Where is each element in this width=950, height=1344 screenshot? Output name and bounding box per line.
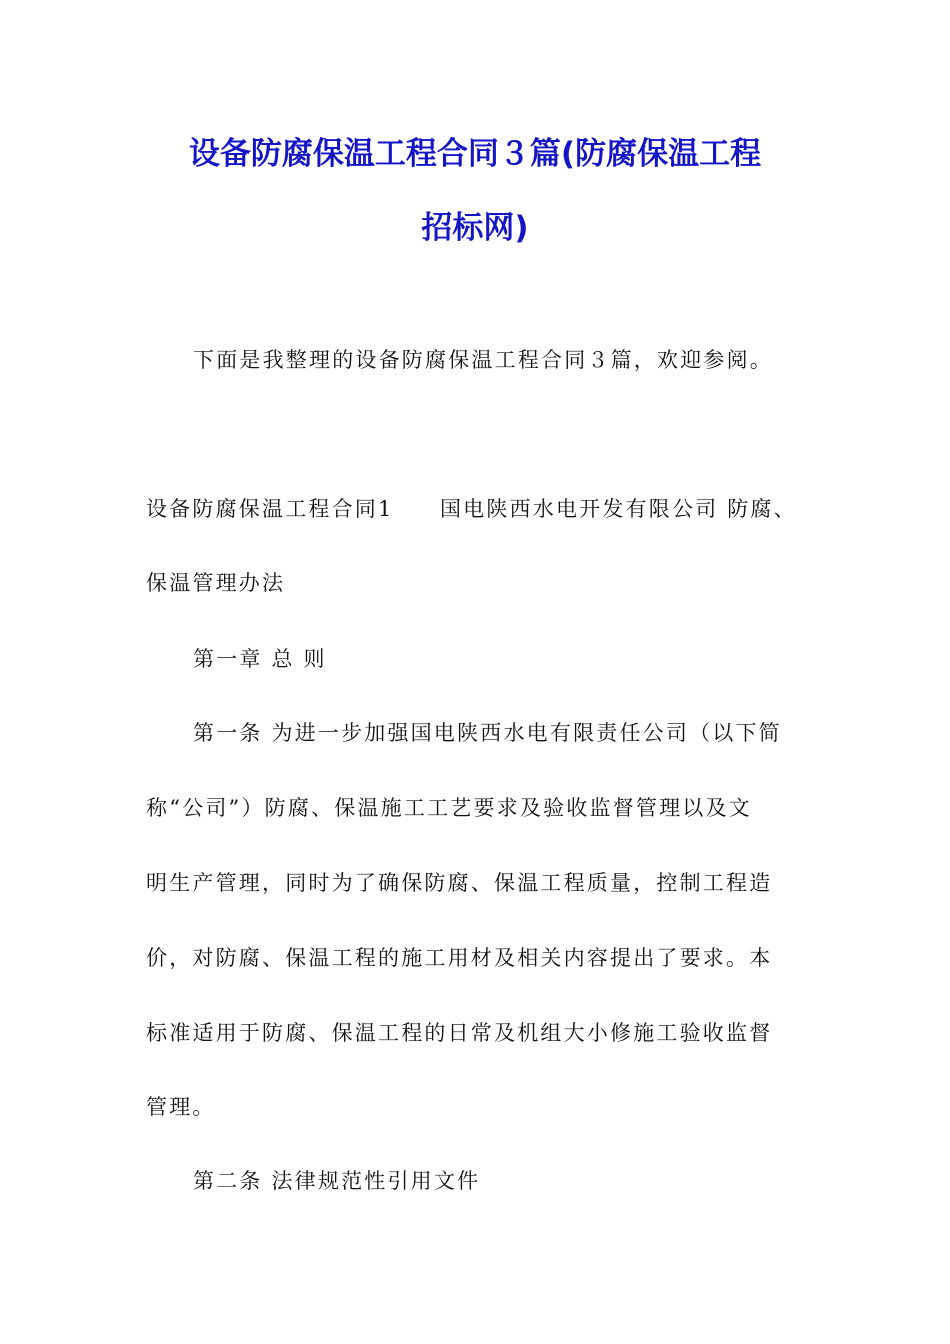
article-2-heading: 第二条 法律规范性引用文件 xyxy=(193,1169,481,1193)
intro-paragraph: 下面是我整理的设备防腐保温工程合同３篇，欢迎参阅。 xyxy=(193,348,773,372)
article-1-line-5: 标准适用于防腐、保温工程的日常及机组大小修施工验收监督 xyxy=(146,1021,773,1045)
document-title-line-2: 招标网) xyxy=(421,210,529,246)
article-1-line-3: 明生产管理，同时为了确保防腐、保温工程质量，控制工程造 xyxy=(146,871,773,895)
document-title-line-1: 设备防腐保温工程合同３篇(防腐保温工程 xyxy=(188,136,762,172)
article-1-line-2: 称“公司”）防腐、保温施工工艺要求及验收监督管理以及文 xyxy=(146,796,752,820)
article-1-line-1: 第一条 为进一步加强国电陕西水电有限责任公司（以下简 xyxy=(193,721,782,745)
article-1-line-6: 管理。 xyxy=(146,1095,216,1119)
section-heading-line-1: 设备防腐保温工程合同1 国电陕西水电开发有限公司 防腐、 xyxy=(146,497,797,521)
article-1-line-4: 价，对防腐、保温工程的施工用材及相关内容提出了要求。本 xyxy=(146,946,773,970)
chapter-heading: 第一章 总 则 xyxy=(193,647,327,671)
section-heading-line-2: 保温管理办法 xyxy=(146,571,286,595)
